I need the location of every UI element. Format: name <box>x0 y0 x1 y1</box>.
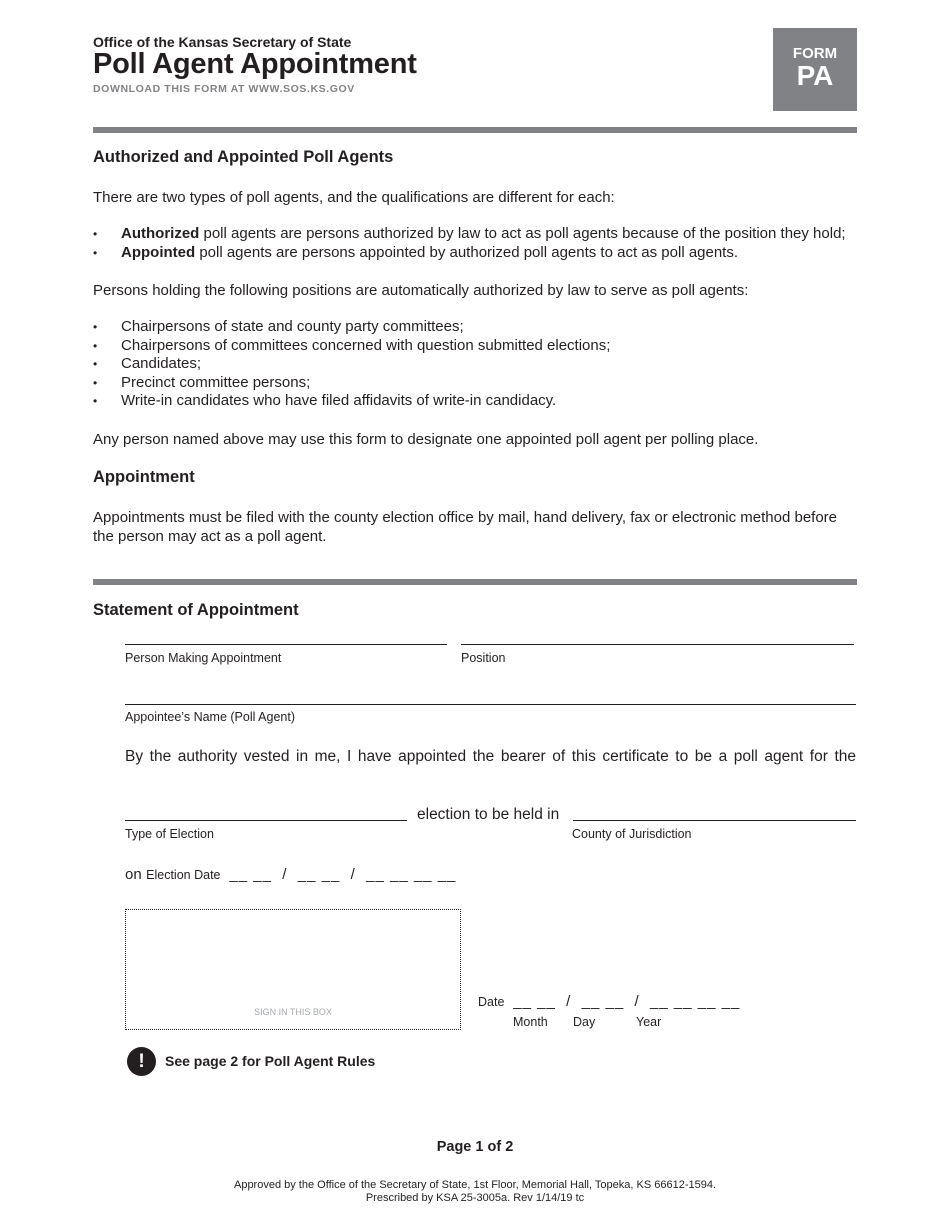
election-held-in-text: election to be held in <box>417 806 560 823</box>
types-list <box>93 225 846 262</box>
type-text: poll agents are persons authorized by law to act as poll agents because of the position they hold; <box>199 225 846 242</box>
position-label: Position <box>461 651 506 665</box>
section-heading-appointment: Appointment <box>93 468 195 486</box>
form-title: Poll Agent Appointment <box>93 48 417 80</box>
types-intro: There are two types of poll agents, and the qualifications are different for each: <box>93 189 615 206</box>
type-term: Appointed <box>121 243 196 261</box>
election-date-label: Election Date <box>146 868 221 882</box>
year-label: Year <box>636 1015 662 1029</box>
authority-text: By the authority vested in me, I have appointed the bearer of this certificate to be a poll agent for the <box>125 748 856 765</box>
appointee-label: Appointee’s Name (Poll Agent) <box>125 710 296 724</box>
approval-note: Approved by the Office of the Secretary of State, 1st Floor, Memorial Hall, Topeka, KS 66612-1594. <box>233 1179 717 1191</box>
position-field[interactable] <box>461 644 854 645</box>
appointment-text: Appointments must be filed with the county election office by mail, hand delivery, fax or electronic method before the person may act as a poll agent. <box>93 509 838 545</box>
list-item: • Chairpersons of committees concerned with question submitted elections; <box>93 337 610 356</box>
type-term: Authorized <box>121 225 200 242</box>
statement-divider <box>93 579 857 585</box>
signature-box[interactable] <box>125 909 461 1030</box>
person-making-appointment-field[interactable] <box>125 644 447 645</box>
day-label: Day <box>573 1015 596 1029</box>
page-number: Page 1 of 2 <box>436 1139 514 1155</box>
list-item: • Chairpersons of state and county party committees; <box>93 318 610 337</box>
type-label: Type of Election <box>125 827 214 841</box>
date-row <box>478 993 740 1011</box>
election-date-field[interactable]: __ __ / __ __ / __ __ __ __ <box>229 866 457 883</box>
date-label: Date <box>478 995 505 1009</box>
list-item: • Candidates; <box>93 355 610 374</box>
list-item <box>93 244 846 263</box>
type-text: poll agents are persons appointed by authorized poll agents to act as poll agents. <box>195 243 739 261</box>
county-label: County of Jurisdiction <box>572 827 692 841</box>
on-word: on <box>125 866 142 883</box>
county-of-jurisdiction-field[interactable] <box>573 820 856 821</box>
election-date-row <box>125 866 456 884</box>
section-heading-statement: Statement of Appointment <box>93 601 299 619</box>
form-label: FORM <box>792 45 838 62</box>
download-note: DOWNLOAD THIS FORM AT WWW.SOS.KS.GOV <box>93 83 355 95</box>
positions-intro: Persons holding the following positions are automatically authorized by law to serve as poll agents: <box>93 282 749 299</box>
list-item: • Precinct committee persons; <box>93 374 610 393</box>
section-heading-poll-agents: Authorized and Appointed Poll Agents <box>93 148 394 166</box>
person-label: Person Making Appointment <box>125 651 282 665</box>
month-label: Month <box>513 1015 548 1029</box>
sign-box-hint: SIGN IN THIS BOX <box>254 1007 332 1017</box>
positions-list <box>93 318 610 411</box>
list-item: • Write-in candidates who have filed affidavits of write-in candidacy. <box>93 392 610 411</box>
list-item <box>93 225 846 244</box>
type-of-election-field[interactable] <box>125 820 407 821</box>
form-code: PA <box>796 60 834 91</box>
closing-text: Any person named above may use this form to designate one appointed poll agent per polling place. <box>93 431 759 448</box>
appointee-name-field[interactable] <box>125 704 856 705</box>
prescribed-note: Prescribed by KSA 25-3005a. Rev 1/14/19 tc <box>365 1192 585 1204</box>
office-name: Office of the Kansas Secretary of State <box>93 34 352 50</box>
exclamation-icon: ! <box>127 1047 156 1076</box>
signature-date-field[interactable]: __ __ / __ __ / __ __ __ __ <box>513 993 741 1010</box>
page2-notice: See page 2 for Poll Agent Rules <box>165 1053 376 1069</box>
header-divider <box>93 127 857 133</box>
form-code-badge <box>773 28 857 111</box>
